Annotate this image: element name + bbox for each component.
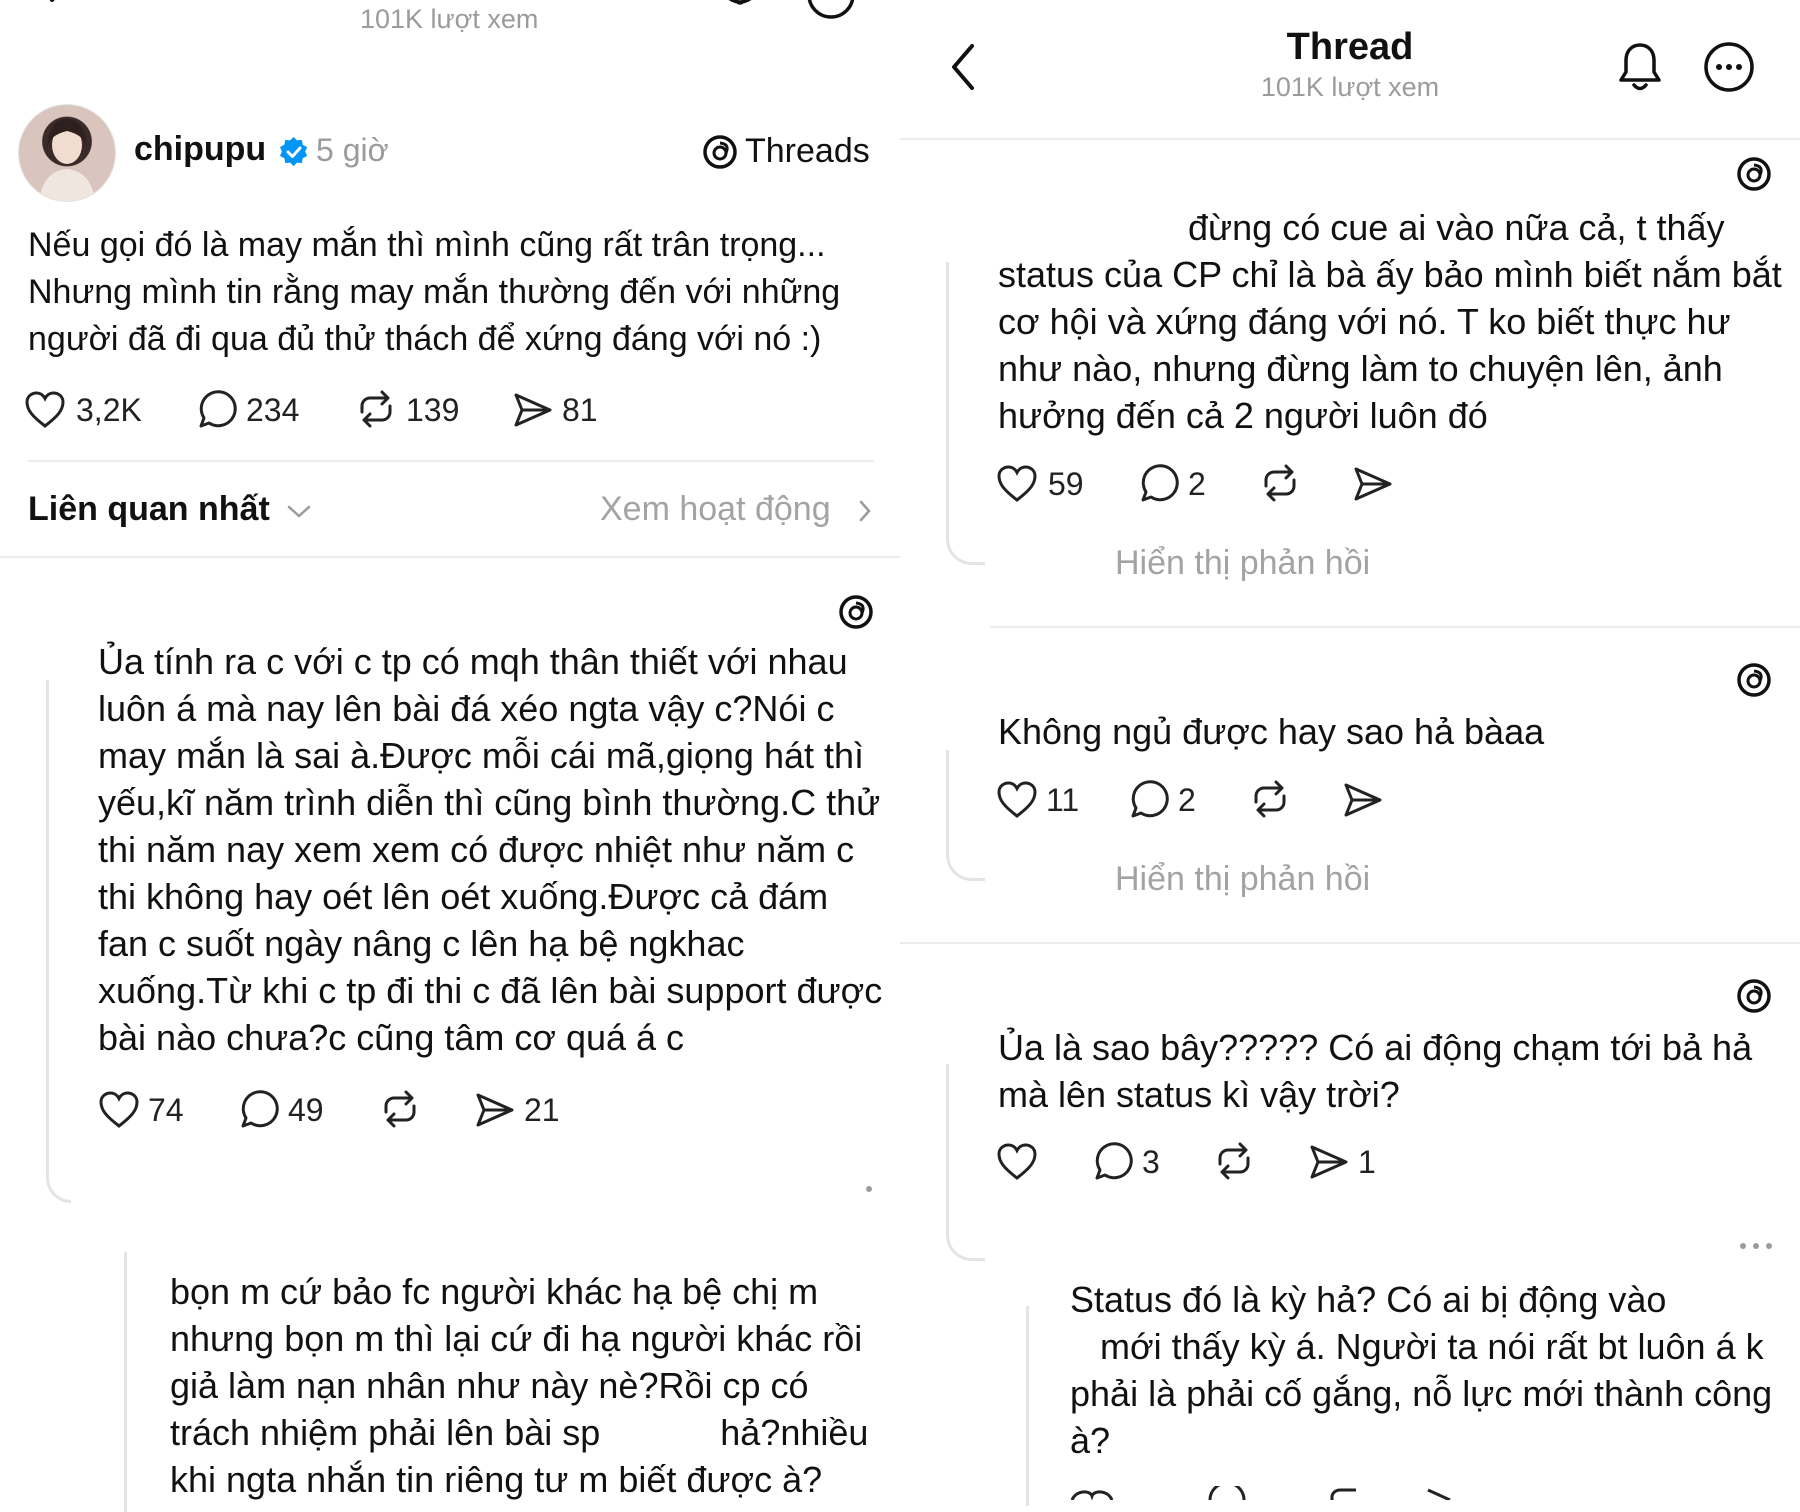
show-replies-link[interactable]: Hiển thị phản hồi — [1115, 544, 1371, 582]
views-count: 101K lượt xem — [360, 4, 539, 34]
share-count: 21 — [524, 1092, 560, 1128]
like-count: 59 — [1048, 466, 1084, 502]
comment-count: 2 — [1188, 466, 1206, 502]
reply-text: Ủa là sao bây????? Có ai động chạm tới bả hả mà lên status kì vậy trời? — [998, 1027, 1753, 1115]
share-count: 1 — [1358, 1144, 1376, 1180]
sort-divider — [0, 556, 900, 558]
reply-text: bọn m cứ bảo fc người khác hạ bệ chị m nhưng bọn m thì lại cứ đi hạ người khác rồi giả làm nạn nhân như này nè?Rồi cp có trách nhiệm phải lên bài sp hả?nhiều khi ngta nhắn tin riêng tư m biết được à? — [170, 1271, 869, 1500]
chevron-down-icon[interactable] — [286, 500, 312, 522]
reply-thread-line — [946, 1064, 985, 1261]
heart-icon[interactable] — [24, 390, 66, 430]
threads-logo-icon — [836, 592, 876, 632]
username[interactable]: chipupu — [134, 130, 267, 168]
back-icon[interactable] — [944, 40, 984, 94]
verified-badge-icon — [279, 137, 309, 167]
threads-logo-icon — [700, 132, 740, 172]
comment-count: 2 — [1178, 782, 1196, 818]
comment-icon[interactable] — [196, 388, 238, 430]
show-replies-link[interactable]: Hiển thị phản hồi — [1115, 860, 1371, 898]
post-time: 5 giờ — [316, 132, 389, 168]
heart-icon[interactable] — [996, 464, 1038, 504]
repost-count: 139 — [406, 392, 460, 428]
threads-brand-label[interactable]: Threads — [745, 132, 870, 170]
heart-icon[interactable] — [996, 780, 1038, 820]
like-count: 3,2K — [76, 392, 142, 428]
reply-text: Ủa tính ra c với c tp có mqh thân thiết với nhau luôn á mà nay lên bài đá xéo ngta vậy c?Nói c may mắn là sai à.Được mỗi cái mã,giọng hát thì yếu,kĩ năm trình diễn thì cũng bình thường.C thử thi năm nay xem xem có được nhiệt như năm c thi không hay oét lên oét xuống.Được cả đám fan c suốt ngày nâng c lên hạ bệ ngkhac xuống.Từ khi c tp đi thi c đã lên bài support được bài nào chưa?c cũng tâm cơ quá á c — [98, 641, 883, 1058]
comment-count: 234 — [246, 392, 300, 428]
reply-divider — [900, 942, 1800, 944]
reply-thread-line — [46, 680, 71, 1203]
share-count: 81 — [562, 392, 598, 428]
header-divider — [900, 138, 1800, 140]
heart-icon[interactable] — [98, 1090, 140, 1130]
reply-text: Không ngủ được hay sao hả bàaa — [998, 711, 1545, 752]
share-icon[interactable] — [512, 390, 554, 430]
reply-actions-clipped — [1070, 1486, 1470, 1500]
post-text: Nếu gọi đó là may mắn thì mình cũng rất trân trọng... Nhưng mình tin rằng may mắn thường đến với những người đã đi qua đủ thử thách để xứng đáng với nó :) — [28, 226, 841, 358]
reply-thread-line — [946, 750, 985, 881]
threads-logo-icon — [1734, 976, 1774, 1016]
comment-icon[interactable] — [238, 1088, 280, 1130]
share-icon[interactable] — [1342, 780, 1384, 820]
repost-icon[interactable] — [378, 1088, 422, 1130]
more-dots-icon[interactable] — [1738, 1240, 1774, 1252]
post-divider — [28, 460, 874, 462]
threads-logo-icon — [1734, 154, 1774, 194]
repost-icon[interactable] — [1212, 1140, 1256, 1182]
bell-icon[interactable] — [718, 0, 762, 24]
share-icon[interactable] — [1308, 1142, 1350, 1182]
more-options-icon[interactable] — [806, 0, 856, 20]
reply-thread-line — [946, 262, 985, 565]
chevron-right-icon[interactable] — [856, 498, 874, 524]
back-icon[interactable] — [40, 0, 80, 20]
like-count: 11 — [1046, 782, 1080, 818]
reply-text: đừng có cue ai vào nữa cả, t thấy status của CP chỉ là bà ấy bảo mình biết nắm bắt cơ hội và xứng đáng với nó. T ko biết thực hư như nào, nhưng đừng làm to chuyện lên, ảnh hưởng đến cả 2 người luôn đó — [998, 207, 1782, 436]
comment-count: 49 — [288, 1092, 324, 1128]
views-count: 101K lượt xem — [1260, 72, 1440, 102]
reply-thread-line — [124, 1252, 127, 1512]
view-activity-link[interactable]: Xem hoạt động — [600, 490, 831, 528]
comment-count: 3 — [1142, 1144, 1160, 1180]
sort-label[interactable]: Liên quan nhất — [28, 490, 270, 528]
avatar[interactable] — [18, 104, 116, 202]
like-count: 74 — [148, 1092, 184, 1128]
threads-logo-icon — [1734, 660, 1774, 700]
page-title: Thread — [1286, 26, 1414, 68]
comment-icon[interactable] — [1092, 1140, 1134, 1182]
reply-thread-line — [1026, 1306, 1029, 1506]
repost-icon[interactable] — [354, 388, 398, 430]
repost-icon[interactable] — [1258, 462, 1302, 504]
comment-icon[interactable] — [1128, 778, 1170, 820]
comment-icon[interactable] — [1138, 462, 1180, 504]
share-icon[interactable] — [474, 1090, 516, 1130]
repost-icon[interactable] — [1248, 778, 1292, 820]
heart-icon[interactable] — [996, 1142, 1038, 1182]
bell-icon[interactable] — [1616, 40, 1664, 94]
dot-indicator — [866, 1186, 872, 1192]
reply-divider — [990, 626, 1800, 628]
more-options-icon[interactable] — [1702, 40, 1756, 94]
share-icon[interactable] — [1352, 464, 1394, 504]
reply-text: Status đó là kỳ hả? Có ai bị động vào mới thấy kỳ á. Người ta nói rất bt luôn á k phải là phải cố gắng, nỗ lực mới thành công à? — [1070, 1279, 1773, 1461]
